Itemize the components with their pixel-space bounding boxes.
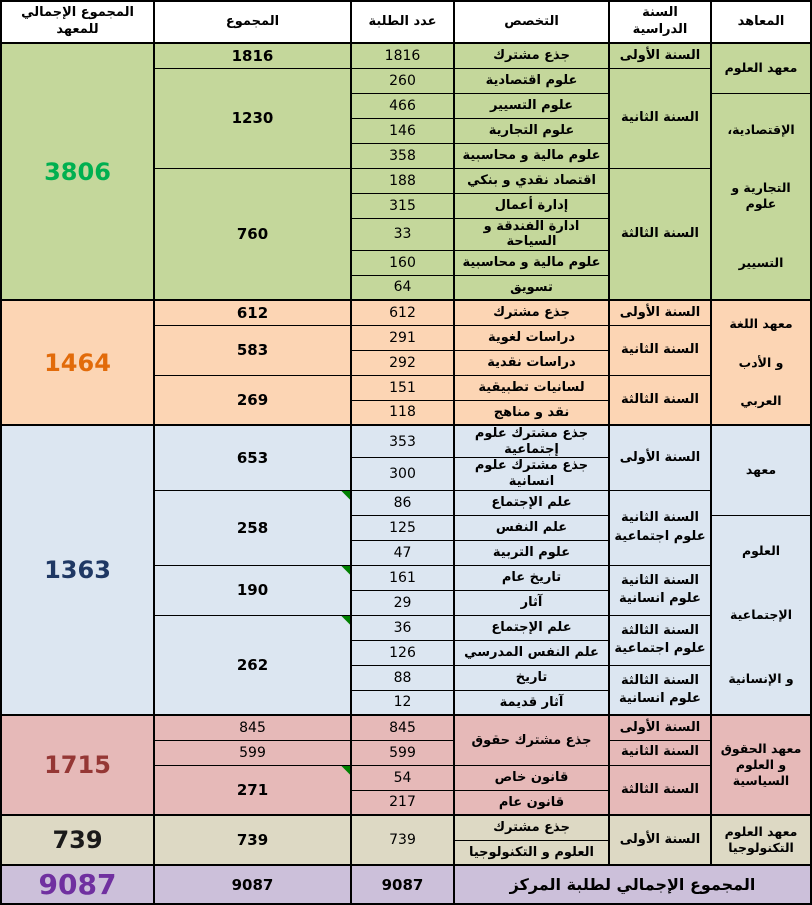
footer-row (1, 865, 811, 904)
year-cell: السنة الثالثة (609, 765, 711, 815)
year-cell: السنة الثالثة (609, 168, 711, 300)
year-cell: السنة الثانية علوم انسانية (609, 565, 711, 615)
institute-name-line: الإقتصادية، (727, 121, 795, 137)
spec-cell: قانون عام (454, 790, 609, 815)
col-header-student-count: عدد الطلبة (351, 1, 454, 43)
spec-cell: نقد و مناهج (454, 400, 609, 425)
total-cell: 271 (154, 765, 351, 815)
col-header-institutes: المعاهد (711, 1, 811, 43)
spec-cell: علم الإجتماع (454, 615, 609, 640)
count-cell: 161 (351, 565, 454, 590)
spec-cell: آثار (454, 590, 609, 615)
count-cell: 160 (351, 250, 454, 275)
col-header-total: المجموع (154, 1, 351, 43)
total-cell: 262 (154, 615, 351, 715)
count-cell: 315 (351, 193, 454, 218)
spec-cell: جذع مشترك حقوق (454, 715, 609, 765)
count-cell: 125 (351, 515, 454, 540)
institute-cell: معهد (711, 425, 811, 515)
grand-total-cell: 1715 (1, 715, 154, 815)
spec-cell: تاريخ (454, 665, 609, 690)
institute-cell (711, 300, 811, 425)
count-cell: 291 (351, 325, 454, 350)
institute-name-line: معهد اللغة (729, 315, 793, 331)
grand-total-cell: 3806 (1, 43, 154, 300)
table-row (1, 815, 811, 840)
institute-name-line: العربي (740, 393, 782, 409)
col-header-institute-grand-total: المجموع الإجمالي للمعهد (1, 1, 154, 43)
count-cell: 47 (351, 540, 454, 565)
year-cell: السنة الأولى (609, 43, 711, 68)
count-cell: 739 (351, 815, 454, 865)
spec-cell: علوم اقتصادية (454, 68, 609, 93)
spec-cell: جذع مشترك علوم انسانية (454, 458, 609, 490)
count-cell: 146 (351, 118, 454, 143)
spec-cell: علوم التسيير (454, 93, 609, 118)
year-cell: السنة الأولى (609, 815, 711, 865)
total-cell: 1230 (154, 68, 351, 168)
total-cell: 739 (154, 815, 351, 865)
institute-cell: معهد العلوم (711, 43, 811, 93)
grand-total-cell: 739 (1, 815, 154, 865)
grand-total-cell: 1363 (1, 425, 154, 715)
spec-cell: جذع مشترك (454, 300, 609, 325)
table-row (1, 425, 811, 458)
institute-cell: معهد العلوم التكنولوجيا (711, 815, 811, 865)
spec-cell: جذع مشترك علوم إجتماعية (454, 425, 609, 458)
footer-label-cell: المجموع الإجمالي لطلبة المركز (454, 865, 811, 904)
count-cell: 1816 (351, 43, 454, 68)
year-cell: السنة الثانية (609, 740, 711, 765)
col-header-academic-year: السنة الدراسية (609, 1, 711, 43)
count-cell: 612 (351, 300, 454, 325)
count-cell: 353 (351, 425, 454, 458)
count-cell: 151 (351, 375, 454, 400)
spec-cell: علم الإجتماع (454, 490, 609, 515)
count-cell: 54 (351, 765, 454, 790)
spec-cell: اقتصاد نقدي و بنكي (454, 168, 609, 193)
formula-flag-icon (341, 766, 350, 775)
count-cell: 260 (351, 68, 454, 93)
total-cell: 269 (154, 375, 351, 425)
count-cell: 126 (351, 640, 454, 665)
count-cell: 64 (351, 275, 454, 300)
spec-cell: علوم التربية (454, 540, 609, 565)
year-cell: السنة الثالثة علوم اجتماعية (609, 615, 711, 665)
count-cell: 86 (351, 490, 454, 515)
total-cell: 599 (154, 740, 351, 765)
total-cell: 760 (154, 168, 351, 300)
count-cell: 300 (351, 458, 454, 490)
total-cell: 845 (154, 715, 351, 740)
spec-cell: لسانيات تطبيقية (454, 375, 609, 400)
spec-cell: دراسات لغوية (454, 325, 609, 350)
spec-cell: دراسات نقدية (454, 350, 609, 375)
count-cell: 29 (351, 590, 454, 615)
year-cell: السنة الأولى (609, 425, 711, 490)
footer-grand-total-cell: 9087 (1, 865, 154, 904)
institute-name-line: و الأدب (738, 354, 784, 370)
institute-name-line: التجارية و علوم (731, 180, 791, 212)
count-cell: 217 (351, 790, 454, 815)
total-cell: 612 (154, 300, 351, 325)
institute-cell (711, 93, 811, 300)
spec-cell: جذع مشترك (454, 815, 609, 840)
count-cell: 12 (351, 690, 454, 715)
institute-name-line: العلوم (741, 542, 781, 558)
spec-cell: علم النفس (454, 515, 609, 540)
spec-cell: علوم مالية و محاسبية (454, 250, 609, 275)
year-cell: السنة الثالثة (609, 375, 711, 425)
col-header-specialty: التخصص (454, 1, 609, 43)
count-cell: 845 (351, 715, 454, 740)
institute-name-line: الإجتماعية (730, 606, 792, 622)
spec-cell: علوم مالية و محاسبية (454, 143, 609, 168)
count-cell: 188 (351, 168, 454, 193)
total-cell: 653 (154, 425, 351, 490)
year-cell: السنة الثالثة علوم انسانية (609, 665, 711, 715)
spec-cell: علم النفس المدرسي (454, 640, 609, 665)
spec-cell: تاريخ عام (454, 565, 609, 590)
institute-name-line: التسيير (738, 254, 784, 270)
institute-cell: معهد الحقوق و العلوم السياسية (711, 715, 811, 815)
year-cell: السنة الأولى (609, 715, 711, 740)
count-cell: 599 (351, 740, 454, 765)
total-cell: 190 (154, 565, 351, 615)
footer-total-cell: 9087 (154, 865, 351, 904)
formula-flag-icon (341, 616, 350, 625)
spec-cell: ادارة الفندقة و السياحة (454, 218, 609, 250)
count-cell: 118 (351, 400, 454, 425)
count-cell: 36 (351, 615, 454, 640)
spec-cell: تسويق (454, 275, 609, 300)
table-row (1, 300, 811, 325)
year-cell: السنة الثانية علوم اجتماعية (609, 490, 711, 565)
count-cell: 33 (351, 218, 454, 250)
table-row (1, 715, 811, 740)
spec-cell: جذع مشترك (454, 43, 609, 68)
formula-flag-icon (341, 566, 350, 575)
grand-total-cell: 1464 (1, 300, 154, 425)
count-cell: 466 (351, 93, 454, 118)
year-cell: السنة الأولى (609, 300, 711, 325)
total-cell: 1816 (154, 43, 351, 68)
count-cell: 358 (351, 143, 454, 168)
institute-name-line: و الإنسانية (728, 670, 794, 686)
count-cell: 88 (351, 665, 454, 690)
spec-cell: العلوم و التكنولوجيا (454, 840, 609, 865)
total-cell: 258 (154, 490, 351, 565)
count-cell: 292 (351, 350, 454, 375)
institute-cell (711, 515, 811, 715)
formula-flag-icon (341, 491, 350, 500)
footer-count-cell: 9087 (351, 865, 454, 904)
spec-cell: إدارة أعمال (454, 193, 609, 218)
year-cell: السنة الثانية (609, 68, 711, 168)
total-cell: 583 (154, 325, 351, 375)
year-cell: السنة الثانية (609, 325, 711, 375)
table-row (1, 43, 811, 68)
spec-cell: آثار قديمة (454, 690, 609, 715)
spec-cell: علوم التجارية (454, 118, 609, 143)
spec-cell: قانون خاص (454, 765, 609, 790)
header-row (1, 1, 811, 43)
